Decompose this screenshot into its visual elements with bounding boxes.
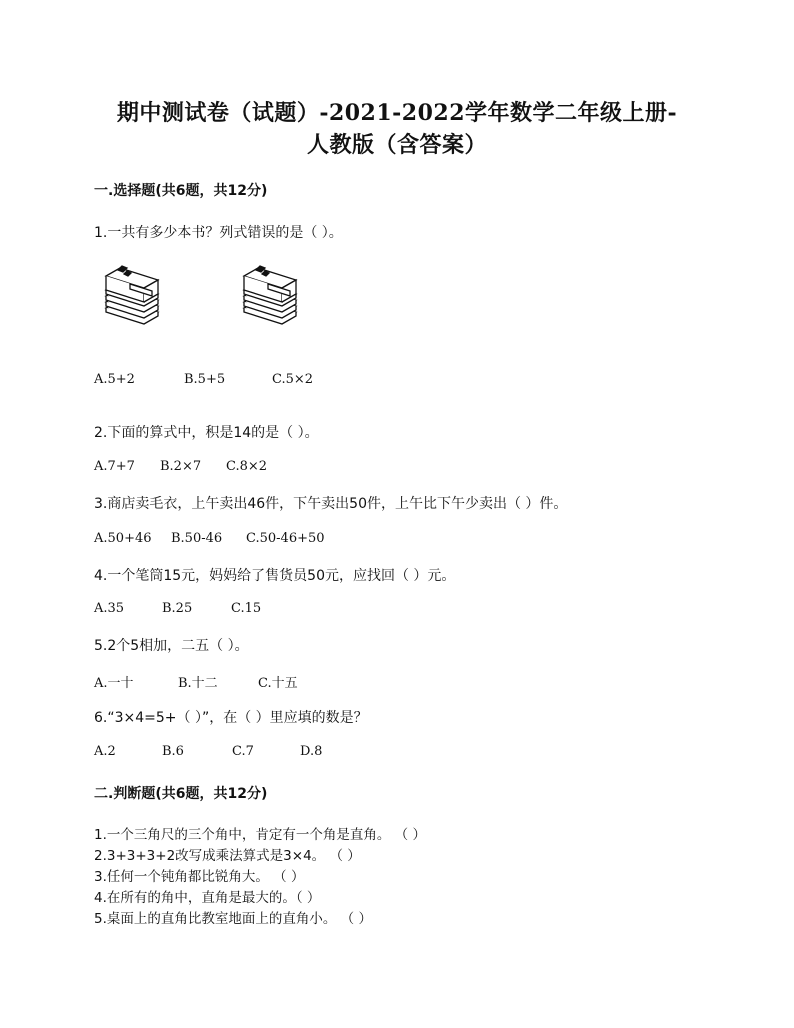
question-5-text: 5.2个5相加，二五（ ）。 [94, 638, 249, 654]
q6-option-a: A.2 [94, 744, 116, 759]
section-heading-choice: 一.选择题(共6题，共12分) [94, 183, 268, 199]
q1-option-a: A.5+2 [94, 372, 135, 387]
q4-option-b: B.25 [162, 601, 193, 616]
q3-option-a: A.50+46 [94, 531, 152, 546]
q4-option-a: A.35 [94, 601, 125, 616]
q6-option-b: B.6 [162, 744, 184, 759]
judgement-item-2: 2.3+3+3+2改写成乘法算式是3×4。 （ ） [94, 848, 361, 864]
question-4-text: 4.一个笔筒15元，妈妈给了售货员50元，应找回（ ）元。 [94, 568, 456, 584]
question-3-text: 3.商店卖毛衣，上午卖出46件，下午卖出50件，上午比下午少卖出（ ）件。 [94, 496, 568, 512]
q5-option-b: B.十二 [178, 676, 218, 691]
judgement-item-4: 4.在所有的角中，直角是最大的。（ ） [94, 890, 321, 906]
judgement-item-1: 1.一个三角尺的三个角中，肯定有一个角是直角。 （ ） [94, 827, 426, 843]
q1-option-c: C.5×2 [272, 372, 314, 387]
page-title-line-2: 人教版（含答案） [306, 132, 487, 158]
judgement-item-5: 5.桌面上的直角比教室地面上的直角小。 （ ） [94, 911, 372, 927]
question-2-text: 2.下面的算式中，积是14的是（ ）。 [94, 425, 319, 441]
question-1-text: 1.一共有多少本书？列式错误的是（ ）。 [94, 225, 343, 241]
q6-option-c: C.7 [232, 744, 254, 759]
book-stack-left [100, 262, 162, 332]
question-6-text: 6.“3×4=5+（ ）”，在（ ）里应填的数是？ [94, 710, 368, 726]
q6-option-d: D.8 [300, 744, 323, 759]
q2-option-c: C.8×2 [226, 459, 268, 474]
q2-option-b: B.2×7 [160, 459, 202, 474]
q3-option-b: B.50-46 [171, 531, 223, 546]
section-heading-judgement: 二.判断题(共6题，共12分) [94, 786, 268, 802]
judgement-item-3: 3.任何一个钝角都比锐角大。 （ ） [94, 869, 305, 885]
book-stack-right [238, 262, 300, 332]
q1-option-b: B.5+5 [184, 372, 226, 387]
page-title-line-1: 期中测试卷（试题）-2021-2022学年数学二年级上册- [116, 100, 678, 126]
q5-option-a: A.一十 [94, 676, 134, 691]
q3-option-c: C.50-46+50 [246, 531, 325, 546]
q4-option-c: C.15 [231, 601, 262, 616]
q5-option-c: C.十五 [258, 676, 298, 691]
q2-option-a: A.7+7 [94, 459, 135, 474]
